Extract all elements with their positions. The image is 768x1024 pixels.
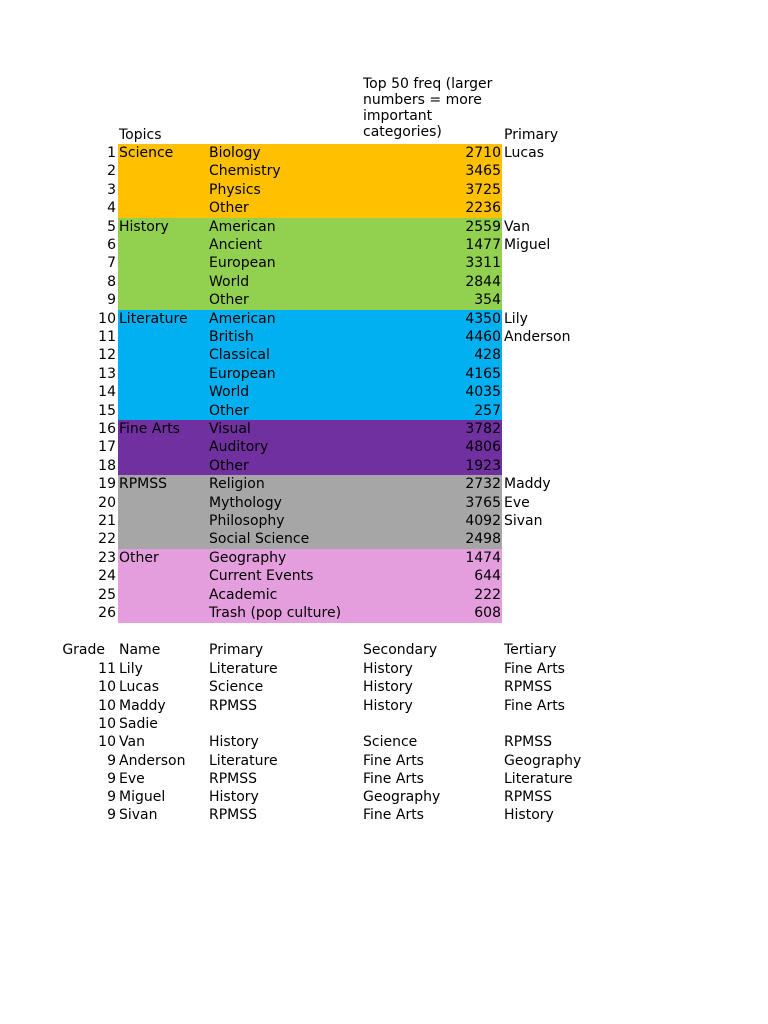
student-name: Anderson bbox=[119, 752, 186, 769]
row-subcategory: Biology bbox=[209, 145, 261, 161]
row-number: 19 bbox=[98, 476, 116, 493]
student-secondary: History bbox=[363, 661, 413, 677]
row-frequency: 1477 bbox=[465, 237, 501, 253]
row-frequency: 2844 bbox=[465, 273, 501, 290]
student-name: Miguel bbox=[119, 789, 166, 806]
student-name: Lily bbox=[119, 661, 143, 677]
header-grade: Grade bbox=[62, 642, 105, 658]
student-name: Eve bbox=[119, 770, 145, 787]
row-frequency: 222 bbox=[474, 586, 501, 603]
student-primary: Literature bbox=[209, 661, 278, 677]
row-subcategory: European bbox=[209, 365, 276, 382]
row-subcategory: Other bbox=[209, 402, 249, 419]
row-subcategory: Auditory bbox=[209, 439, 269, 456]
row-subcategory: Physics bbox=[209, 181, 261, 198]
row-frequency: 2236 bbox=[465, 200, 501, 217]
student-tertiary: RPMSS bbox=[504, 789, 553, 806]
student-primary: RPMSS bbox=[209, 770, 258, 787]
row-primary: Eve bbox=[504, 494, 530, 511]
student-secondary: Fine Arts bbox=[363, 807, 424, 824]
student-secondary: History bbox=[363, 697, 413, 714]
row-frequency: 2732 bbox=[465, 476, 501, 493]
header-tertiary: Tertiary bbox=[504, 642, 557, 658]
row-number: 2 bbox=[107, 163, 116, 180]
row-number: 13 bbox=[98, 365, 116, 382]
student-grade: 9 bbox=[107, 770, 116, 787]
row-primary: Anderson bbox=[504, 329, 571, 345]
student-secondary: Science bbox=[363, 734, 418, 751]
row-primary: Miguel bbox=[504, 237, 551, 253]
row-frequency: 3465 bbox=[465, 163, 501, 180]
student-tertiary: Geography bbox=[504, 752, 582, 769]
row-number: 21 bbox=[98, 513, 116, 529]
student-grade: 11 bbox=[98, 661, 116, 677]
student-grade: 10 bbox=[98, 715, 116, 732]
row-frequency: 3725 bbox=[465, 181, 501, 198]
row-subcategory: Other bbox=[209, 457, 249, 474]
student-primary: Literature bbox=[209, 752, 278, 769]
row-subcategory: American bbox=[209, 218, 276, 235]
row-frequency: 1474 bbox=[465, 549, 501, 566]
header-primary: Primary bbox=[504, 127, 559, 143]
row-primary: Lily bbox=[504, 310, 528, 327]
student-tertiary: Literature bbox=[504, 770, 573, 787]
student-tertiary: History bbox=[504, 807, 554, 824]
row-subcategory: Mythology bbox=[209, 494, 282, 511]
row-category: Other bbox=[119, 549, 159, 566]
row-number: 5 bbox=[107, 218, 116, 235]
row-number: 3 bbox=[107, 181, 116, 198]
row-subcategory: World bbox=[209, 273, 250, 290]
row-number: 9 bbox=[107, 292, 116, 309]
row-number: 8 bbox=[107, 273, 116, 290]
row-number: 1 bbox=[107, 145, 116, 161]
row-frequency: 4350 bbox=[465, 310, 501, 327]
row-category: History bbox=[119, 218, 169, 235]
row-subcategory: Geography bbox=[209, 549, 287, 566]
row-frequency: 2498 bbox=[465, 531, 501, 548]
row-category: Science bbox=[119, 145, 174, 161]
student-tertiary: RPMSS bbox=[504, 734, 553, 751]
row-primary: Maddy bbox=[504, 476, 551, 493]
header-student-primary: Primary bbox=[209, 642, 264, 658]
student-grade: 9 bbox=[107, 807, 116, 824]
row-category: RPMSS bbox=[119, 476, 168, 493]
row-number: 26 bbox=[98, 605, 116, 621]
row-number: 7 bbox=[107, 255, 116, 272]
student-secondary: Fine Arts bbox=[363, 770, 424, 787]
row-subcategory: Religion bbox=[209, 476, 265, 493]
row-frequency: 4092 bbox=[465, 513, 501, 529]
row-frequency: 4035 bbox=[465, 384, 501, 401]
header-name: Name bbox=[119, 642, 161, 658]
row-frequency: 257 bbox=[474, 402, 501, 419]
row-frequency: 2559 bbox=[465, 218, 501, 235]
row-number: 6 bbox=[107, 237, 116, 253]
student-grade: 10 bbox=[98, 697, 116, 714]
row-subcategory: Other bbox=[209, 292, 249, 309]
row-frequency: 4460 bbox=[465, 329, 501, 345]
student-tertiary: Fine Arts bbox=[504, 661, 565, 677]
row-frequency: 4165 bbox=[465, 365, 501, 382]
row-subcategory: Academic bbox=[209, 586, 278, 603]
student-secondary: History bbox=[363, 679, 413, 696]
row-number: 20 bbox=[98, 494, 116, 511]
row-number: 17 bbox=[98, 439, 116, 456]
row-subcategory: Ancient bbox=[209, 237, 263, 253]
row-number: 14 bbox=[98, 384, 116, 401]
row-frequency: 644 bbox=[474, 568, 501, 585]
row-subcategory: World bbox=[209, 384, 250, 401]
student-primary: RPMSS bbox=[209, 697, 258, 714]
row-number: 11 bbox=[98, 329, 116, 345]
row-subcategory: American bbox=[209, 310, 276, 327]
student-grade: 10 bbox=[98, 734, 116, 751]
header-topics: Topics bbox=[119, 127, 162, 143]
row-number: 16 bbox=[98, 421, 116, 437]
student-tertiary: RPMSS bbox=[504, 679, 553, 696]
student-primary: RPMSS bbox=[209, 807, 258, 824]
row-number: 10 bbox=[98, 310, 116, 327]
header-freq: Top 50 freq (larger numbers = more important categories) bbox=[363, 76, 493, 140]
student-secondary: Geography bbox=[363, 789, 441, 806]
row-subcategory: European bbox=[209, 255, 276, 272]
student-secondary: Fine Arts bbox=[363, 752, 424, 769]
row-frequency: 2710 bbox=[465, 145, 501, 161]
row-number: 12 bbox=[98, 347, 116, 364]
row-primary: Sivan bbox=[504, 513, 543, 529]
row-category: Fine Arts bbox=[119, 421, 180, 437]
row-number: 23 bbox=[98, 549, 116, 566]
student-grade: 9 bbox=[107, 789, 116, 806]
row-frequency: 608 bbox=[474, 605, 501, 621]
row-subcategory: Visual bbox=[209, 421, 251, 437]
student-tertiary: Fine Arts bbox=[504, 697, 565, 714]
student-grade: 10 bbox=[98, 679, 116, 696]
row-subcategory: Current Events bbox=[209, 568, 314, 585]
header-secondary: Secondary bbox=[363, 642, 438, 658]
row-frequency: 3765 bbox=[465, 494, 501, 511]
student-name: Van bbox=[119, 734, 145, 751]
row-primary: Lucas bbox=[504, 145, 544, 161]
student-grade: 9 bbox=[107, 752, 116, 769]
student-name: Lucas bbox=[119, 679, 159, 696]
row-number: 22 bbox=[98, 531, 116, 548]
student-primary: History bbox=[209, 734, 259, 751]
student-name: Maddy bbox=[119, 697, 166, 714]
student-name: Sadie bbox=[119, 715, 158, 732]
student-name: Sivan bbox=[119, 807, 158, 824]
row-subcategory: British bbox=[209, 329, 254, 345]
row-frequency: 1923 bbox=[465, 457, 501, 474]
row-subcategory: Chemistry bbox=[209, 163, 281, 180]
row-number: 18 bbox=[98, 457, 116, 474]
row-frequency: 4806 bbox=[465, 439, 501, 456]
row-subcategory: Other bbox=[209, 200, 249, 217]
row-subcategory: Philosophy bbox=[209, 513, 285, 529]
student-primary: Science bbox=[209, 679, 264, 696]
row-number: 4 bbox=[107, 200, 116, 217]
row-frequency: 428 bbox=[474, 347, 501, 364]
row-frequency: 354 bbox=[474, 292, 501, 309]
row-subcategory: Classical bbox=[209, 347, 270, 364]
student-primary: History bbox=[209, 789, 259, 806]
row-subcategory: Trash (pop culture) bbox=[209, 605, 342, 621]
row-primary: Van bbox=[504, 218, 530, 235]
row-subcategory: Social Science bbox=[209, 531, 310, 548]
row-number: 24 bbox=[98, 568, 116, 585]
row-frequency: 3782 bbox=[465, 421, 501, 437]
row-category: Literature bbox=[119, 310, 188, 327]
row-number: 25 bbox=[98, 586, 116, 603]
row-frequency: 3311 bbox=[465, 255, 501, 272]
row-number: 15 bbox=[98, 402, 116, 419]
